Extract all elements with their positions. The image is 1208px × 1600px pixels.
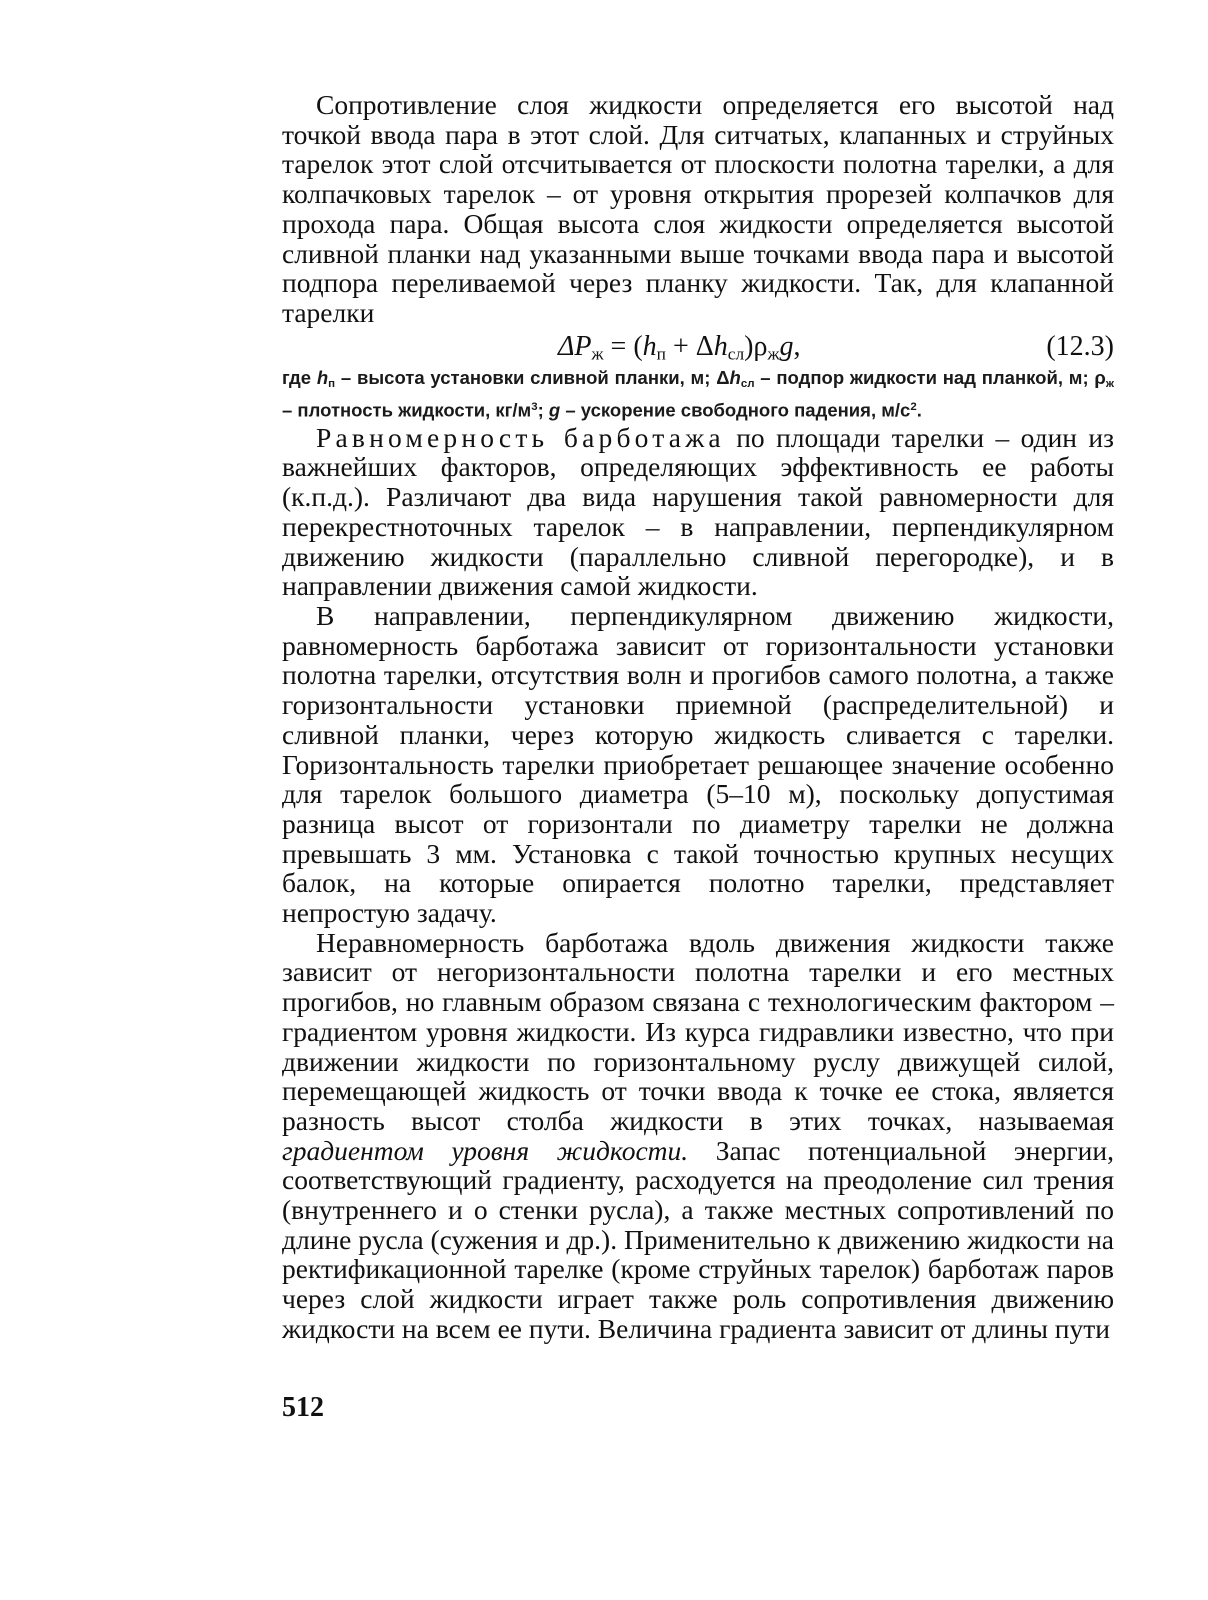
note-m3-sup: 3: [531, 401, 538, 414]
note-rho-sub: ж: [1105, 377, 1114, 390]
note-text-6: – ускорение свободного падения, м/с: [560, 399, 911, 421]
note-text-3: – подпор жидкости над планкой, м; ρ: [754, 366, 1106, 388]
paragraph-2-text: по площади тарелки – один из важнейших факторов, определяющих эффективность ее работы (к.п.д.). Различают два вида нарушения такой равномерности для перекрестноточных тарелок – в направлении, перпендикулярном движению жидкости (параллельно сливной перегородке), и в направлении движения самой жидкости.: [282, 421, 1114, 602]
formula-lhs: ΔP: [558, 330, 592, 362]
paragraph-4-start: Неравномерность барботажа вдоль движения жидкости также зависит от негоризонтальности полотна тарелки и его местных прогибов, но главным образом связана с технологическим фактором – градиентом уровня жидкости. Из курса гидравлики известно, что при движении жидкости по горизонтальному руслу движущей силой, перемещающей жидкость от точки ввода к точке ее стока, является разность высот столба жидкости в этих точках, называемая: [282, 926, 1114, 1136]
formula-number: (12.3): [1046, 330, 1114, 362]
term-uniformity: Равномерность барботажа: [316, 421, 725, 453]
paragraph-1: Сопротивление слоя жидкости определяется его высотой над точкой ввода пара в этот слой. Для ситчатых, клапанных и струйных тарелок этот слой отсчитывается от плоскости полотна тарелки, а для колпачковых тарелок – от уровня открытия прорезей колпачков для прохода пара. Общая высота слоя жидкости определяется высотой сливной планки над указанными выше точками ввода пара и высотой подпора переливаемой через планку жидкости. Так, для клапанной тарелки: [282, 89, 1114, 328]
formula-12-3: [282, 330, 1114, 366]
formula-h1: h: [642, 330, 657, 362]
note-text-4: – плотность жидкости, кг/м: [282, 399, 532, 421]
paragraph-4: [282, 928, 1114, 1344]
paragraph-4-end: Запас потенциальной энергии, соответствующий градиенту, расходуется на преодоление сил трения (внутреннего и о стенки русла), а также местных сопротивлений по длине русла (сужения и др.). Применительно к движению жидкости на ректификационной тарелке (кроме струйных тарелок) барботаж паров через слой жидкости играет также роль сопротивления движению жидкости на всем ее пути. Величина градиента зависит от длины пути: [282, 1134, 1114, 1344]
formula-rho-sub: ж: [767, 343, 780, 363]
page-number: 512: [282, 1392, 324, 1423]
formula-g: g: [779, 330, 794, 362]
note-s2-sup: 2: [910, 401, 917, 414]
formula-eq: = (: [603, 330, 643, 362]
note-h2: h: [729, 366, 741, 388]
formula-expression: [558, 332, 800, 369]
note-text-2: – высота установки сливной планки, м; Δ: [335, 366, 730, 388]
formula-plus: + Δ: [665, 330, 714, 362]
formula-h1-sub: п: [656, 343, 666, 363]
note-h2-sub: сл: [740, 377, 755, 390]
note-h1: h: [316, 366, 329, 388]
page-body: [282, 90, 1114, 1344]
note-g: g: [548, 399, 561, 421]
formula-h2: h: [713, 330, 728, 362]
formula-lhs-sub: ж: [591, 343, 604, 363]
paragraph-3: В направлении, перпендикулярном движению жидкости, равномерность барботажа зависит от горизонтальности установки полотна тарелки, отсутствия волн и прогибов самого полотна, а также горизонтальности установки приемной (распределительной) и сливной планки, через которую жидкость сливается с тарелки. Горизонтальность тарелки приобретает решающее значение особенно для тарелок большого диаметра (5–10 м), поскольку допустимая разница высот от горизонтали по диаметру тарелки не должна превышать 3 мм. Установка с такой точностью крупных несущих балок, на которые опирается полотно тарелки, представляет непростую задачу.: [282, 600, 1114, 929]
formula-note: [282, 366, 1114, 423]
term-level-gradient: градиентом уровня жидкости.: [282, 1134, 689, 1166]
note-text-7: .: [916, 399, 922, 421]
formula-close: )ρ: [744, 330, 768, 362]
note-h1-sub: п: [328, 377, 336, 390]
formula-h2-sub: сл: [727, 343, 745, 363]
note-text-5: ;: [537, 399, 549, 421]
note-text-1: где: [282, 366, 317, 388]
formula-comma: ,: [793, 330, 801, 362]
paragraph-2: [282, 423, 1114, 601]
